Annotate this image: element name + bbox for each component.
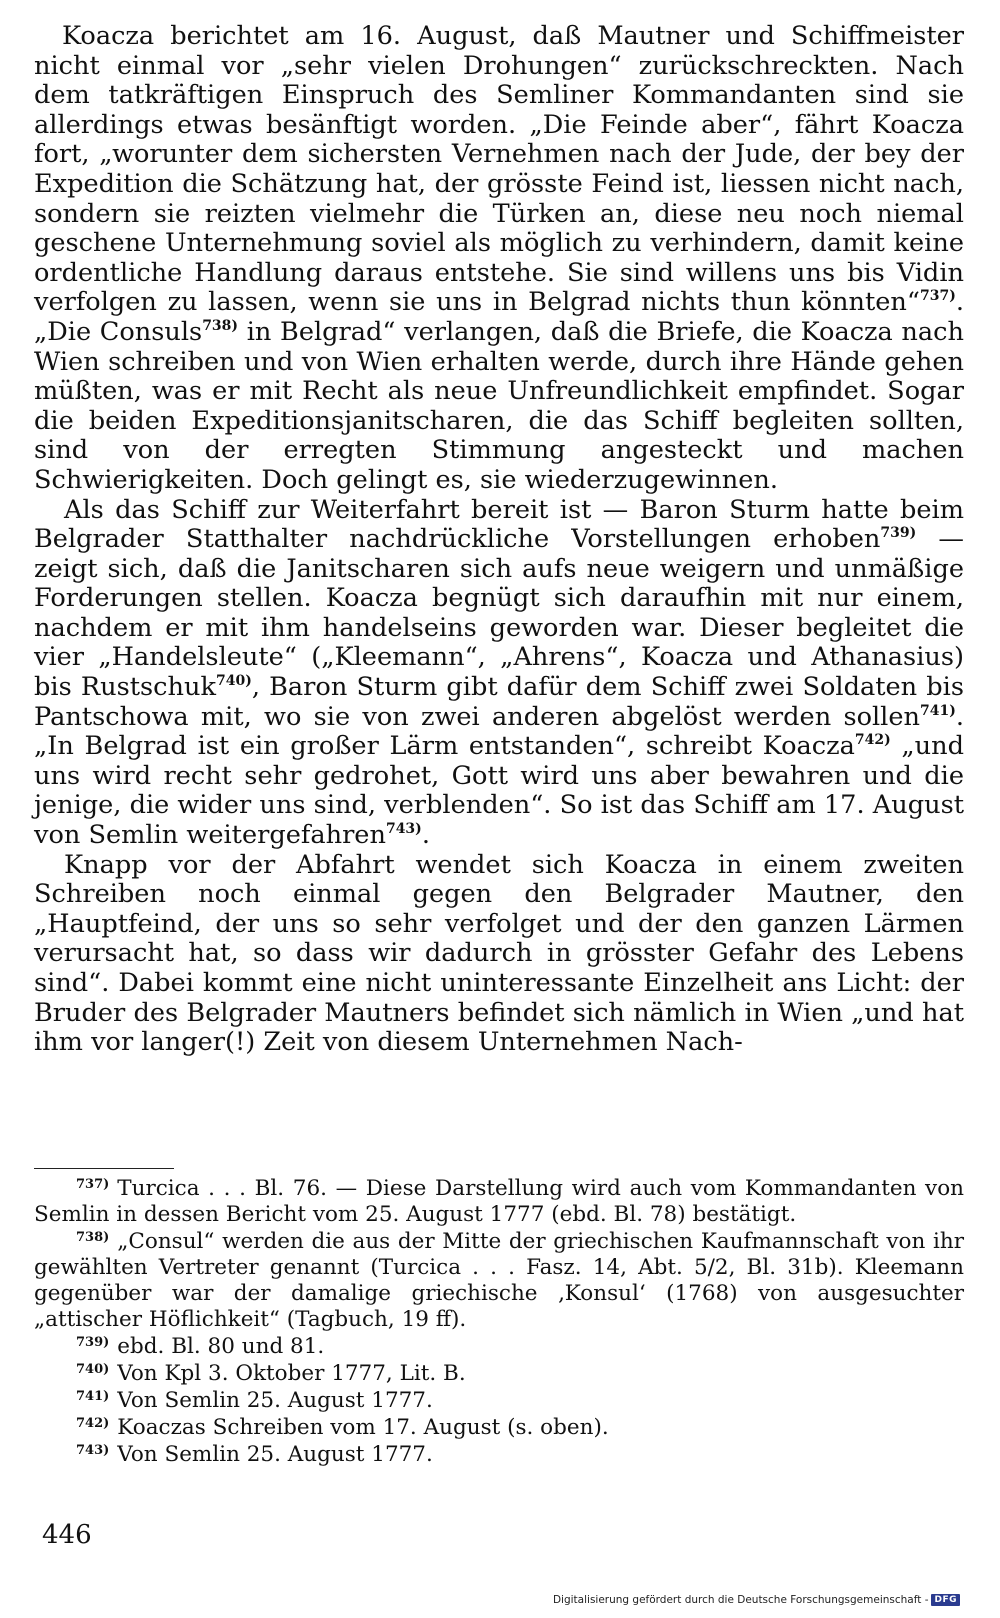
footnote-text: Koaczas Schreiben vom 17. August (s. oben). bbox=[117, 1415, 609, 1440]
footnote-number: 737) bbox=[76, 1177, 110, 1192]
text-run: in Belgrad“ verlangen, daß die Briefe, die Koacza nach Wien schreiben und von Wien erhalten werde, durch ihre Hände gehen müßten, was er mit Recht als neue Unfreundlichkeit empfindet. Sogar die beiden Expeditionsjanitscharen, die das Schiff begleiten sollten, sind von der erregten Stimmung angesteckt und machen Schwierigkeiten. Doch gelingt es, sie wiederzugewinnen. bbox=[34, 316, 964, 495]
footnote-number: 741) bbox=[76, 1389, 110, 1404]
footnote-number: 740) bbox=[76, 1362, 110, 1377]
body-paragraph bbox=[34, 496, 964, 851]
footnote-number: 739) bbox=[76, 1335, 110, 1350]
dfg-logo: DFG bbox=[931, 1594, 960, 1606]
text-run: Knapp vor der Abfahrt wendet sich Koacza in einem zweiten Schreiben noch einmal gegen den Belgrader Mautner, den „Hauptfeind, der uns so sehr verfolget und der den ganzen Lärmen verursacht hat, so dass wir dadurch in grösster Gefahr des Lebens sind“. Dabei kommt eine nicht uninteressante Einzelheit ans Licht: der Bruder des Belgrader Mautners befindet sich nämlich in Wien „und hat ihm vor langer(!) Zeit von diesem Unternehmen Nach- bbox=[34, 849, 964, 1058]
text-run: „und uns wird recht sehr gedrohet, Gott wird uns aber bewahren und die jenige, die wider uns sind, verblenden“. So ist das Schiff am 17. August von Semlin weitergefahren bbox=[34, 731, 964, 851]
credit-text: Digitalisierung gefördert durch die Deutsche Forschungsgemeinschaft - bbox=[552, 1594, 929, 1606]
footnote-text: ebd. Bl. 80 und 81. bbox=[117, 1334, 325, 1359]
text-run: Koacza berichtet am 16. August, daß Mautner und Schiffmeister nicht einmal vor „sehr vielen Drohungen“ zurückschreckten. Nach dem tatkräftigen Einspruch des Semliner Kommandanten sind sie allerdings etwas besänftigt worden. „Die Feinde aber“, fährt Koacza fort, „worunter dem sichersten Vernehmen nach der Jude, der bey der Expedition die Schätzung hat, der grösste Feind ist, liessen nicht nach, sondern sie reizten vielmehr die Türken an, diese neu noch niemal geschene Unternehmung soviel als möglich zu verhindern, damit keine ordentliche Handlung daraus entstehe. Sie sind willens uns bis Vidin verfolgen zu lassen, wenn sie uns in Belgrad nichts thun könnten“ bbox=[34, 21, 964, 318]
footnote-ref: 738) bbox=[202, 317, 239, 334]
footnote-ref: 743) bbox=[385, 821, 422, 838]
text-run: . „In Belgrad ist ein großer Lärm entstanden“, schreibt Koacza bbox=[34, 701, 964, 762]
footnote-text: Von Semlin 25. August 1777. bbox=[117, 1442, 433, 1467]
text-run: Als das Schiff zur Weiterfahrt bereit ist — Baron Sturm hatte beim Belgrader Statthalter nachdrückliche Vorstellungen erhoben bbox=[34, 494, 964, 555]
text-run: . „Die Consuls bbox=[34, 287, 964, 347]
footnote bbox=[34, 1442, 964, 1468]
footnote-text: „Consul“ werden die aus der Mitte der griechischen Kaufmannschaft von ihr gewählten Vertreter genannt (Turcica . . . Fasz. 14, Abt. 5/2, Bl. 31b). Kleemann gegenüber war der damalige griechische ‚Konsul‘ (1768) von ausgesuchter „attischer Höflichkeit“ (Tagbuch, 19 ff). bbox=[34, 1229, 964, 1332]
text-run: . bbox=[421, 820, 430, 851]
footnotes bbox=[34, 1176, 964, 1469]
footnote-number: 743) bbox=[76, 1443, 110, 1458]
footnote bbox=[34, 1334, 964, 1360]
footnote bbox=[34, 1388, 964, 1414]
text-run: , Baron Sturm gibt dafür dem Schiff zwei Soldaten bis Pantschowa mit, wo sie von zwei anderen abgelöst werden sollen bbox=[34, 672, 964, 732]
page-body bbox=[34, 22, 964, 1058]
footnote-ref: 740) bbox=[215, 673, 252, 690]
footnote-ref: 742) bbox=[854, 732, 891, 749]
footnote-ref: 741) bbox=[920, 702, 956, 719]
footnote bbox=[34, 1415, 964, 1441]
footnote-ref: 737) bbox=[920, 288, 956, 305]
footnote-separator bbox=[34, 1168, 174, 1169]
footnote-text: Von Kpl 3. Oktober 1777, Lit. B. bbox=[117, 1361, 466, 1386]
digitization-credit bbox=[553, 1594, 960, 1606]
footnote-number: 738) bbox=[76, 1230, 110, 1245]
footnote-text: Turcica . . . Bl. 76. — Diese Darstellung wird auch vom Kommandanten von Semlin in dessen Bericht vom 25. August 1777 (ebd. Bl. 78) bestätigt. bbox=[34, 1176, 964, 1227]
footnote-text: Von Semlin 25. August 1777. bbox=[117, 1388, 433, 1413]
body-paragraph bbox=[34, 22, 964, 496]
footnote bbox=[34, 1229, 964, 1333]
text-run: — zeigt sich, daß die Janitscharen sich aufs neue weigern und unmäßige Forderungen stellen. Koacza begnügt sich daraufhin mit nur einem, nachdem er mit ihm handelseins geworden war. Dieser begleitet die vier „Handelsleute“ („Kleemann“, „Ahrens“, Koacza und Athanasius) bis Rustschuk bbox=[34, 524, 964, 703]
footnote-ref: 739) bbox=[880, 525, 917, 542]
footnote-number: 742) bbox=[76, 1416, 110, 1431]
main-text bbox=[34, 22, 964, 1058]
page-number: 446 bbox=[42, 1520, 92, 1550]
footnote bbox=[34, 1176, 964, 1228]
footnote bbox=[34, 1361, 964, 1387]
body-paragraph bbox=[34, 851, 964, 1058]
